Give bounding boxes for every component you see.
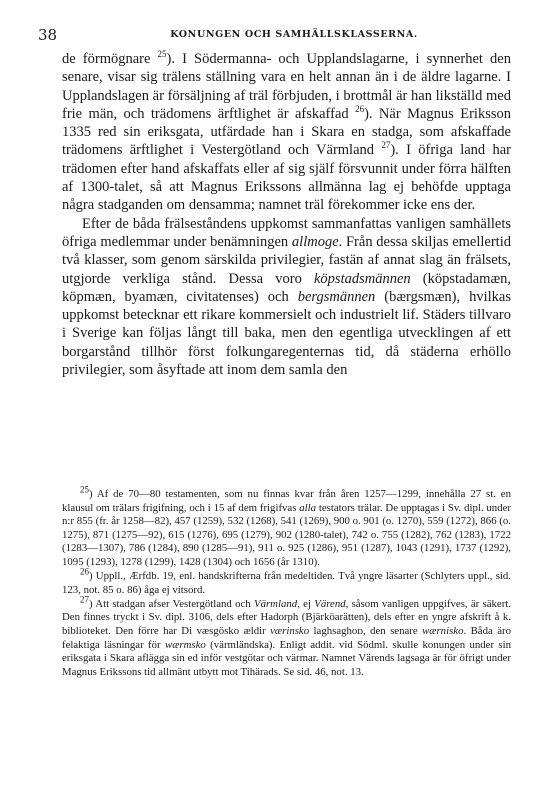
paragraph-2	[62, 215, 511, 380]
italic-term: allmoge	[291, 233, 339, 250]
footnote-marker: 27	[80, 594, 89, 605]
text-run: ) Att stadgan afser Vestergötland och	[89, 597, 254, 610]
text-run: (värmländska). Enligt addit. vid Södml. skulle konungen under sin eriksgata i Skara aflägga sin ed inför vestgötar och värmar. Namnet Värends lagsaga är för öfrigt under Magnus Erikssons tid allmänt utbytt mot Tihärads. Se sid. 46, not. 13.	[62, 638, 511, 678]
text-run: . Båda äro felaktiga läsningar för	[62, 624, 511, 651]
italic-term: værinsko	[270, 624, 310, 637]
footnote-ref[interactable]: 25	[157, 49, 167, 60]
small-caps-term: Di	[181, 624, 193, 637]
text-run: væsgösko ældir	[192, 624, 271, 637]
italic-term: bergsmännen	[297, 288, 376, 305]
page-header	[38, 26, 510, 46]
text-run: ) Uppll., Ærfdb. 19, enl. handskrifterna från medeltiden. Två yngre läsarter (Schlyters uppl., sid. 123, not. 85 o. 86) åga ej vitsord.	[62, 570, 511, 596]
text-run: ). I öfriga land har trädomen efter hand afskaffats eller af sig själf försvunnit under förra hälften af 1300-talet, så att Magnus Erikssons allmänna lag ej behöfde upptaga några stadganden om densamma; namnet träl förekommer icke ens der.	[62, 142, 511, 214]
italic-term: köpstadsmännen	[313, 270, 411, 287]
text-run: , såsom vanligen uppgifves, är säkert. Den finnes tryckt i Sv. dipl. 3106, dels efter Hadorph (Bjärköarätten), dels efter en yngre afskrift å k. biblioteket. Den förre har	[62, 597, 512, 637]
footnote-ref[interactable]: 27	[381, 140, 391, 151]
italic-term: wærnisko	[422, 624, 464, 637]
footnote-marker: 26	[80, 566, 89, 577]
italic-term: wærmsko	[165, 638, 206, 651]
text-run: (köpstadamæn, köpmæn, byamæn, civitatenses) och	[62, 270, 511, 305]
running-title: KONUNGEN OCH SAMHÄLLSKLASSERNA.	[170, 29, 418, 40]
text-run: (bærgsmæn), hvilkas uppkomst betecknar ett rikare kommersielt och industrielt lif. Städers tillvaro i Sverige kan följas långt till baka, men den egentliga utvecklingen af ett borgarstånd tillhör först folkungaregenternas tid, då städerna erhöllo privilegier, som åsyftade att inom dem samla den	[62, 288, 511, 379]
text-run: ). När Magnus Eriksson 1335 red sin eriksgata, utfärdade han i Skara en stadga, som afskaffade trädomens ärftlighet i Vestergötland och Värmland	[62, 105, 511, 159]
text-run: , ej	[297, 597, 315, 610]
italic-term: alla	[299, 501, 317, 514]
text-run: laghsaghoᴅ, den senare	[309, 624, 423, 637]
footnote-ref[interactable]: 26	[355, 104, 365, 115]
text-run: testators trälar. De upptagas i Sv. dipl. under n:r 855 (fr. år 1258—82), 457 (1259), 532 (1268), 541 (1269), 900 o. 901 (o. 1270), 559 (1272), 866 (o. 1275), 871 (1275—92), 615 (1276), 695 (1279), 902 (1280-talet), 742 o. 755 (1282), 762 (1283), 1722 (1283—1307), 786 (1284), 890 (1285—91), 911 o. 925 (1286), 951 (1287), 1043 (1291), 1737 (1292), 1095 (1293), 1278 (1299), 1428 (1304) och 1656 (år 1310).	[62, 501, 511, 568]
footnote-25	[62, 484, 511, 570]
text-run: . Från dessa skiljas emellertid två klasser, som genom särskilda privilegier, fastän af annat slag än frälsets, utgjorde verkliga stånd. Dessa voro	[62, 233, 511, 287]
italic-term: Värend	[314, 597, 346, 610]
text-run: de förmögnare	[62, 51, 158, 67]
text-run: ). I Södermanna- och Upplandslagarne, i synnerhet den senare, visar sig trälens ställning vara en helt annan än i de äldre lagarne. I Upplandslagen är försäljning af träl förbjuden, i brottmål är han likställd med frie män, och trädomens ärftlighet är afskaffad	[62, 51, 511, 122]
text-run: Efter de båda frälseståndens uppkomst sammanfattas vanligen samhällets öfriga medlemmar under benämningen	[62, 215, 511, 250]
footnote-marker: 25	[80, 484, 89, 495]
italic-term: Värmland	[253, 597, 298, 610]
text-run: ) Af de 70—80 testamenten, som nu finnas kvar från åren 1257—1299, innehålla 27 st. en klausul om trälars frigifning, och i 15 af dem frigifvas	[62, 488, 511, 514]
footnote-26	[62, 566, 511, 597]
page-number: 38	[38, 26, 58, 44]
body-text	[62, 50, 511, 379]
footnotes	[62, 484, 512, 680]
footnote-27	[62, 594, 512, 680]
paragraph-1	[62, 50, 511, 215]
